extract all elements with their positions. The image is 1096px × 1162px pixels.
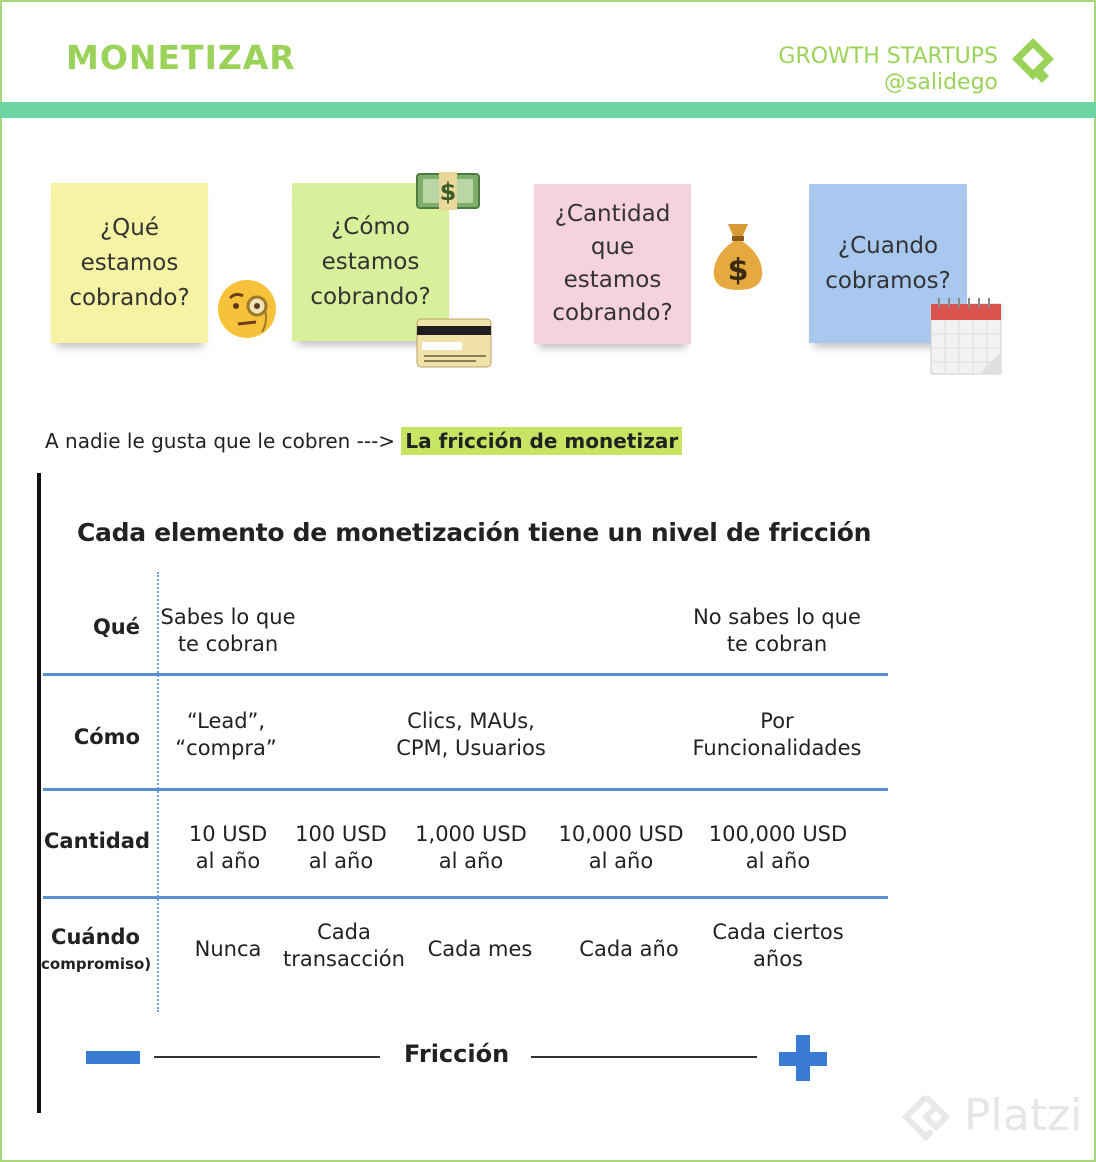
- money-bag-icon: [708, 220, 768, 292]
- cell-cuando-3: Cada mes: [427, 937, 533, 961]
- cell-cuando-4: Cada año: [579, 937, 679, 961]
- platzi-logo-icon: [902, 1094, 950, 1142]
- header-band: [0, 102, 1096, 118]
- sticky-note-que: [51, 183, 208, 343]
- note-line: cobrando?: [552, 300, 673, 326]
- cell-cuando-5: Cada ciertos años: [712, 920, 844, 971]
- cell-cantidad-5: 100,000 USD al año: [708, 822, 848, 873]
- svg-text:$: $: [439, 178, 457, 206]
- row-sublabel-cuando: compromiso): [41, 955, 152, 973]
- axis-line-left: [154, 1056, 380, 1058]
- face-with-monocle-icon: [216, 278, 278, 340]
- cell-como-3: Por Funcionalidades: [692, 709, 862, 760]
- note-line: ¿Qué: [99, 214, 160, 241]
- cell-como-2: Clics, MAUs, CPM, Usuarios: [396, 709, 546, 760]
- minus-icon: [86, 1051, 140, 1064]
- sticky-note-cantidad: [534, 184, 691, 344]
- dollar-banknote-icon: [415, 168, 481, 214]
- svg-text:$: $: [727, 253, 749, 288]
- row-label-cantidad: Cantidad: [44, 829, 151, 853]
- brand-handle: @salidego: [883, 70, 998, 95]
- watermark-text: Platzi: [964, 1090, 1083, 1141]
- friction-axis-label: Fricción: [404, 1040, 510, 1068]
- friction-caption: [45, 429, 682, 453]
- calendar-icon: [929, 294, 1003, 376]
- axis-line-right: [531, 1056, 757, 1058]
- table-title: Cada elemento de monetización tiene un nivel de fricción: [77, 518, 872, 547]
- caption-text: A nadie le gusta que le cobren --->: [45, 429, 396, 453]
- cell-cuando-2: Cada transacción: [283, 920, 405, 971]
- platzi-watermark: [902, 1090, 1082, 1142]
- note-line: cobrando?: [69, 284, 190, 311]
- note-line: ¿Cuando: [837, 232, 939, 259]
- note-line: cobramos?: [825, 267, 951, 294]
- note-line: estamos: [563, 267, 662, 293]
- cell-cantidad-4: 10,000 USD al año: [558, 822, 684, 873]
- cell-cuando-1: Nunca: [194, 937, 262, 961]
- cell-como-1: “Lead”, “compra”: [175, 709, 277, 760]
- cell-cantidad-3: 1,000 USD al año: [415, 822, 527, 873]
- note-line: estamos: [321, 248, 420, 275]
- row-label-que: Qué: [92, 615, 140, 639]
- brand-text: [778, 44, 998, 96]
- page-title: MONETIZAR: [66, 38, 296, 77]
- brand-name: GROWTH STARTUPS: [778, 44, 998, 69]
- note-line: que: [590, 234, 635, 260]
- row-separator: [43, 673, 888, 676]
- row-separator: [43, 788, 888, 791]
- table-left-border: [37, 473, 41, 1113]
- credit-card-icon: [416, 318, 492, 368]
- note-line: ¿Cantidad: [554, 201, 671, 227]
- cell-que-1: Sabes lo que te cobran: [160, 605, 296, 656]
- growth-logo-icon: [1006, 34, 1060, 88]
- row-label-como: Cómo: [73, 725, 140, 749]
- caption-highlight: La fricción de monetizar: [401, 427, 682, 455]
- note-line: cobrando?: [310, 283, 431, 310]
- cell-cantidad-1: 10 USD al año: [188, 822, 268, 873]
- note-line: estamos: [80, 249, 179, 276]
- row-label-cuando: Cuándo: [51, 925, 140, 949]
- cell-cantidad-2: 100 USD al año: [295, 822, 387, 873]
- plus-icon-vertical: [796, 1035, 810, 1081]
- row-separator: [43, 896, 888, 899]
- note-line: ¿Cómo: [331, 213, 410, 240]
- cell-que-2: No sabes lo que te cobran: [693, 605, 861, 656]
